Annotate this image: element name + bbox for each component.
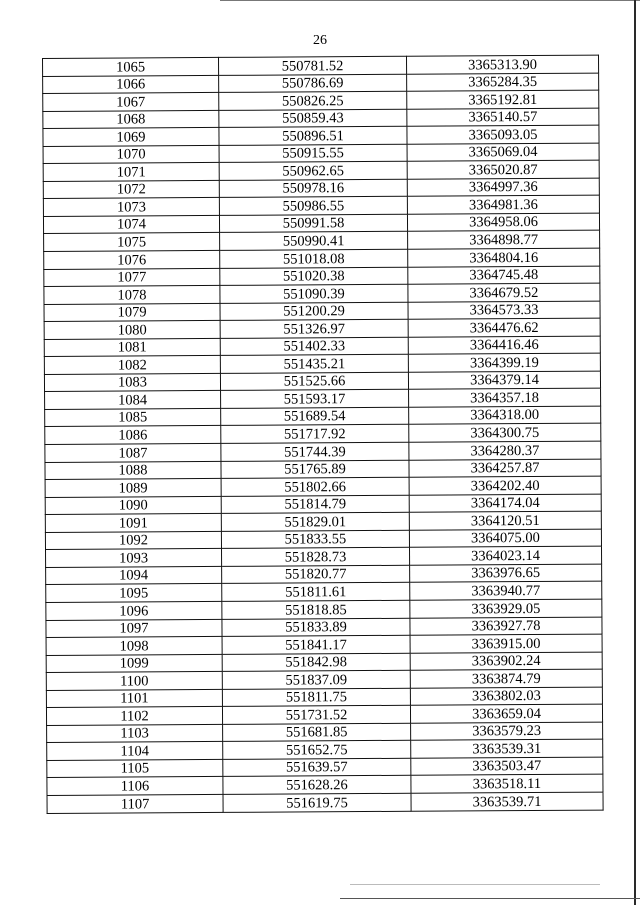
scan-edge-right [634, 0, 636, 905]
y-coordinate-cell: 3364379.14 [408, 371, 600, 390]
y-coordinate-cell: 3365313.90 [406, 55, 598, 74]
y-coordinate-cell: 3365140.57 [407, 108, 599, 127]
x-coordinate-cell: 551820.77 [222, 565, 410, 584]
x-coordinate-cell: 551833.89 [222, 618, 410, 637]
y-coordinate-cell: 3364280.37 [409, 441, 601, 460]
y-coordinate-cell: 3364745.48 [408, 266, 600, 285]
point-number-cell: 1067 [43, 93, 219, 112]
point-number-cell: 1105 [47, 759, 223, 778]
x-coordinate-cell: 551802.66 [221, 477, 409, 496]
y-coordinate-cell: 3363503.47 [411, 757, 603, 776]
point-number-cell: 1083 [44, 373, 220, 392]
table-row [47, 792, 603, 813]
y-coordinate-cell: 3364399.19 [408, 353, 600, 372]
x-coordinate-cell: 551841.17 [222, 635, 410, 654]
y-coordinate-cell: 3364679.52 [408, 283, 600, 302]
point-number-cell: 1093 [46, 549, 222, 568]
x-coordinate-cell: 550896.51 [219, 126, 407, 145]
point-number-cell: 1087 [45, 443, 221, 462]
x-coordinate-cell: 551818.85 [222, 600, 410, 619]
x-coordinate-cell: 551837.09 [222, 670, 410, 689]
y-coordinate-cell: 3364898.77 [408, 231, 600, 250]
point-number-cell: 1092 [45, 531, 221, 550]
y-coordinate-cell: 3363902.24 [410, 652, 602, 671]
x-coordinate-cell: 551593.17 [221, 390, 409, 409]
coordinates-table-body [43, 55, 604, 813]
x-coordinate-cell: 551765.89 [221, 460, 409, 479]
point-number-cell: 1088 [45, 461, 221, 480]
point-number-cell: 1081 [44, 338, 220, 357]
x-coordinate-cell: 550915.55 [219, 144, 407, 163]
point-number-cell: 1075 [44, 233, 220, 252]
y-coordinate-cell: 3364958.06 [407, 213, 599, 232]
x-coordinate-cell: 550962.65 [219, 162, 407, 181]
x-coordinate-cell: 550859.43 [219, 109, 407, 128]
point-number-cell: 1090 [45, 496, 221, 515]
point-number-cell: 1107 [47, 794, 223, 813]
point-number-cell: 1082 [44, 356, 220, 375]
x-coordinate-cell: 550986.55 [219, 197, 407, 216]
x-coordinate-cell: 551090.39 [220, 284, 408, 303]
x-coordinate-cell: 551652.75 [223, 741, 411, 760]
point-number-cell: 1102 [46, 707, 222, 726]
point-number-cell: 1070 [43, 145, 219, 164]
y-coordinate-cell: 3363539.31 [411, 739, 603, 758]
y-coordinate-cell: 3364257.87 [409, 459, 601, 478]
y-coordinate-cell: 3363659.04 [410, 704, 602, 723]
point-number-cell: 1098 [46, 636, 222, 655]
scan-edge-bottom [340, 898, 640, 899]
point-number-cell: 1066 [43, 75, 219, 94]
point-number-cell: 1069 [43, 128, 219, 147]
x-coordinate-cell: 550781.52 [218, 56, 406, 75]
x-coordinate-cell: 551842.98 [222, 653, 410, 672]
x-coordinate-cell: 551829.01 [221, 512, 409, 531]
y-coordinate-cell: 3364997.36 [407, 178, 599, 197]
x-coordinate-cell: 551628.26 [223, 776, 411, 795]
x-coordinate-cell: 550990.41 [220, 232, 408, 251]
x-coordinate-cell: 551744.39 [221, 442, 409, 461]
point-number-cell: 1068 [43, 110, 219, 129]
point-number-cell: 1089 [45, 479, 221, 498]
point-number-cell: 1074 [43, 215, 219, 234]
point-number-cell: 1072 [43, 180, 219, 199]
point-number-cell: 1097 [46, 619, 222, 638]
y-coordinate-cell: 3364573.33 [408, 301, 600, 320]
y-coordinate-cell: 3365192.81 [407, 90, 599, 109]
point-number-cell: 1079 [44, 303, 220, 322]
x-coordinate-cell: 551717.92 [221, 425, 409, 444]
point-number-cell: 1104 [47, 742, 223, 761]
point-number-cell: 1077 [44, 268, 220, 287]
y-coordinate-cell: 3363802.03 [410, 687, 602, 706]
y-coordinate-cell: 3365020.87 [407, 160, 599, 179]
x-coordinate-cell: 550786.69 [219, 74, 407, 93]
y-coordinate-cell: 3363539.71 [411, 792, 603, 811]
y-coordinate-cell: 3364202.40 [409, 476, 601, 495]
scan-edge-top [220, 0, 640, 1]
y-coordinate-cell: 3364075.00 [409, 529, 601, 548]
x-coordinate-cell: 551811.75 [222, 688, 410, 707]
point-number-cell: 1065 [43, 57, 219, 76]
point-number-cell: 1085 [45, 408, 221, 427]
point-number-cell: 1078 [44, 286, 220, 305]
x-coordinate-cell: 551689.54 [221, 407, 409, 426]
x-coordinate-cell: 551402.33 [220, 337, 408, 356]
y-coordinate-cell: 3364300.75 [409, 424, 601, 443]
y-coordinate-cell: 3364981.36 [407, 195, 599, 214]
y-coordinate-cell: 3363915.00 [410, 634, 602, 653]
x-coordinate-cell: 551833.55 [221, 530, 409, 549]
x-coordinate-cell: 551326.97 [220, 319, 408, 338]
y-coordinate-cell: 3364023.14 [409, 546, 601, 565]
y-coordinate-cell: 3363518.11 [411, 775, 603, 794]
x-coordinate-cell: 551731.52 [222, 705, 410, 724]
y-coordinate-cell: 3363874.79 [410, 669, 602, 688]
y-coordinate-cell: 3363579.23 [411, 722, 603, 741]
point-number-cell: 1091 [45, 514, 221, 533]
y-coordinate-cell: 3363927.78 [410, 617, 602, 636]
x-coordinate-cell: 550978.16 [219, 179, 407, 198]
x-coordinate-cell: 551639.57 [223, 758, 411, 777]
point-number-cell: 1100 [46, 672, 222, 691]
point-number-cell: 1096 [46, 601, 222, 620]
point-number-cell: 1084 [45, 391, 221, 410]
y-coordinate-cell: 3364357.18 [409, 388, 601, 407]
point-number-cell: 1080 [44, 321, 220, 340]
x-coordinate-cell: 550991.58 [219, 214, 407, 233]
point-number-cell: 1086 [45, 426, 221, 445]
coordinates-table [42, 55, 604, 814]
y-coordinate-cell: 3365093.05 [407, 125, 599, 144]
y-coordinate-cell: 3363929.05 [410, 599, 602, 618]
x-coordinate-cell: 551811.61 [222, 583, 410, 602]
y-coordinate-cell: 3364120.51 [409, 511, 601, 530]
point-number-cell: 1101 [46, 689, 222, 708]
x-coordinate-cell: 551619.75 [223, 793, 411, 812]
point-number-cell: 1094 [46, 566, 222, 585]
y-coordinate-cell: 3364804.16 [408, 248, 600, 267]
point-number-cell: 1076 [44, 250, 220, 269]
x-coordinate-cell: 551018.08 [220, 249, 408, 268]
y-coordinate-cell: 3363940.77 [410, 581, 602, 600]
y-coordinate-cell: 3364318.00 [409, 406, 601, 425]
x-coordinate-cell: 551525.66 [220, 372, 408, 391]
scan-edge-bottom-faint [350, 884, 600, 885]
point-number-cell: 1095 [46, 584, 222, 603]
y-coordinate-cell: 3363976.65 [410, 564, 602, 583]
y-coordinate-cell: 3364174.04 [409, 494, 601, 513]
x-coordinate-cell: 551814.79 [221, 495, 409, 514]
point-number-cell: 1071 [43, 163, 219, 182]
x-coordinate-cell: 551828.73 [222, 548, 410, 567]
point-number-cell: 1099 [46, 654, 222, 673]
y-coordinate-cell: 3365284.35 [407, 73, 599, 92]
x-coordinate-cell: 551200.29 [220, 302, 408, 321]
x-coordinate-cell: 551681.85 [223, 723, 411, 742]
page-number: 26 [313, 33, 327, 48]
x-coordinate-cell: 551435.21 [220, 355, 408, 374]
y-coordinate-cell: 3364476.62 [408, 318, 600, 337]
y-coordinate-cell: 3365069.04 [407, 143, 599, 162]
point-number-cell: 1073 [43, 198, 219, 217]
point-number-cell: 1106 [47, 777, 223, 796]
x-coordinate-cell: 551020.38 [220, 267, 408, 286]
point-number-cell: 1103 [47, 724, 223, 743]
x-coordinate-cell: 550826.25 [219, 91, 407, 110]
y-coordinate-cell: 3364416.46 [408, 336, 600, 355]
